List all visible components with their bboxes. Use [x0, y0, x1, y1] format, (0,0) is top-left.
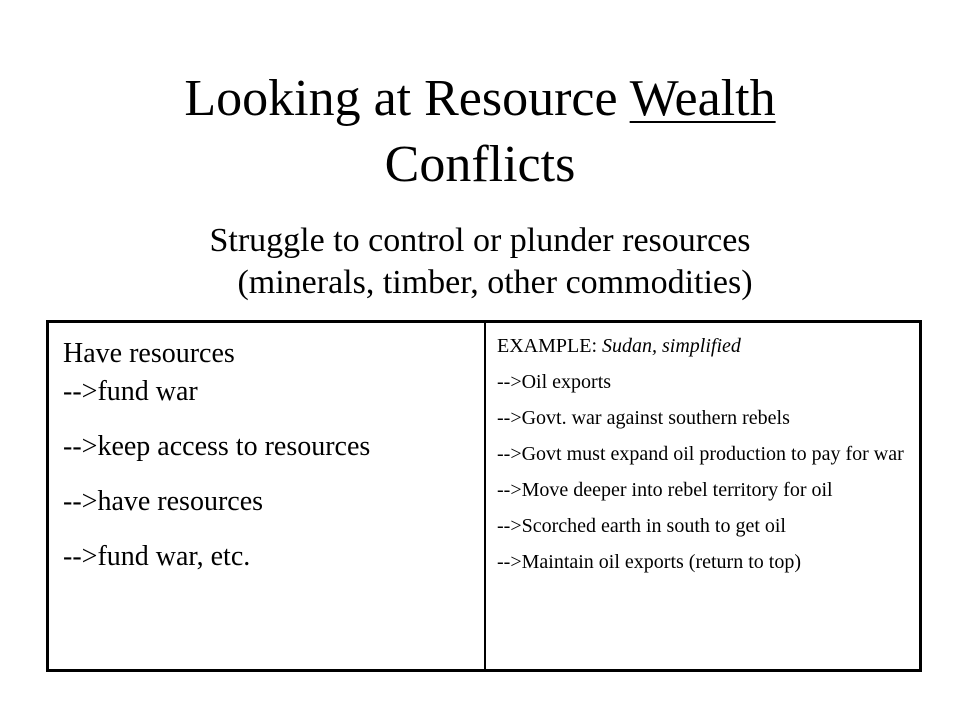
example-case: Sudan, simplified [602, 335, 741, 357]
example-cell [486, 323, 919, 669]
slide-title [0, 66, 960, 198]
subtitle-line-2: (minerals, timber, other commodities) [237, 264, 753, 301]
cycle-step: -->keep access to resources [63, 431, 371, 462]
subtitle-line-1: Struggle to control or plunder resources [209, 222, 751, 259]
comparison-table [46, 320, 922, 672]
cycle-step: -->fund war [63, 376, 198, 407]
resource-cycle-cell [49, 323, 486, 669]
title-prefix: Looking at Resource [184, 70, 630, 127]
cycle-step: -->fund war, etc. [63, 541, 251, 572]
example-item: -->Oil exports [497, 371, 612, 393]
cycle-head: Have resources [63, 338, 235, 369]
cycle-step: -->have resources [63, 486, 264, 517]
example-item: -->Maintain oil exports (return to top) [497, 551, 801, 573]
example-heading [497, 333, 911, 359]
example-item: -->Govt must expand oil production to pay for war [497, 443, 904, 465]
example-item: -->Move deeper into rebel territory for oil [497, 479, 833, 501]
example-label: EXAMPLE: [497, 335, 602, 357]
example-item: -->Scorched earth in south to get oil [497, 515, 786, 537]
slide-subtitle [0, 220, 960, 304]
example-item: -->Govt. war against southern rebels [497, 407, 790, 429]
title-suffix: Conflicts [384, 136, 576, 193]
title-underlined-word: Wealth [629, 70, 776, 127]
